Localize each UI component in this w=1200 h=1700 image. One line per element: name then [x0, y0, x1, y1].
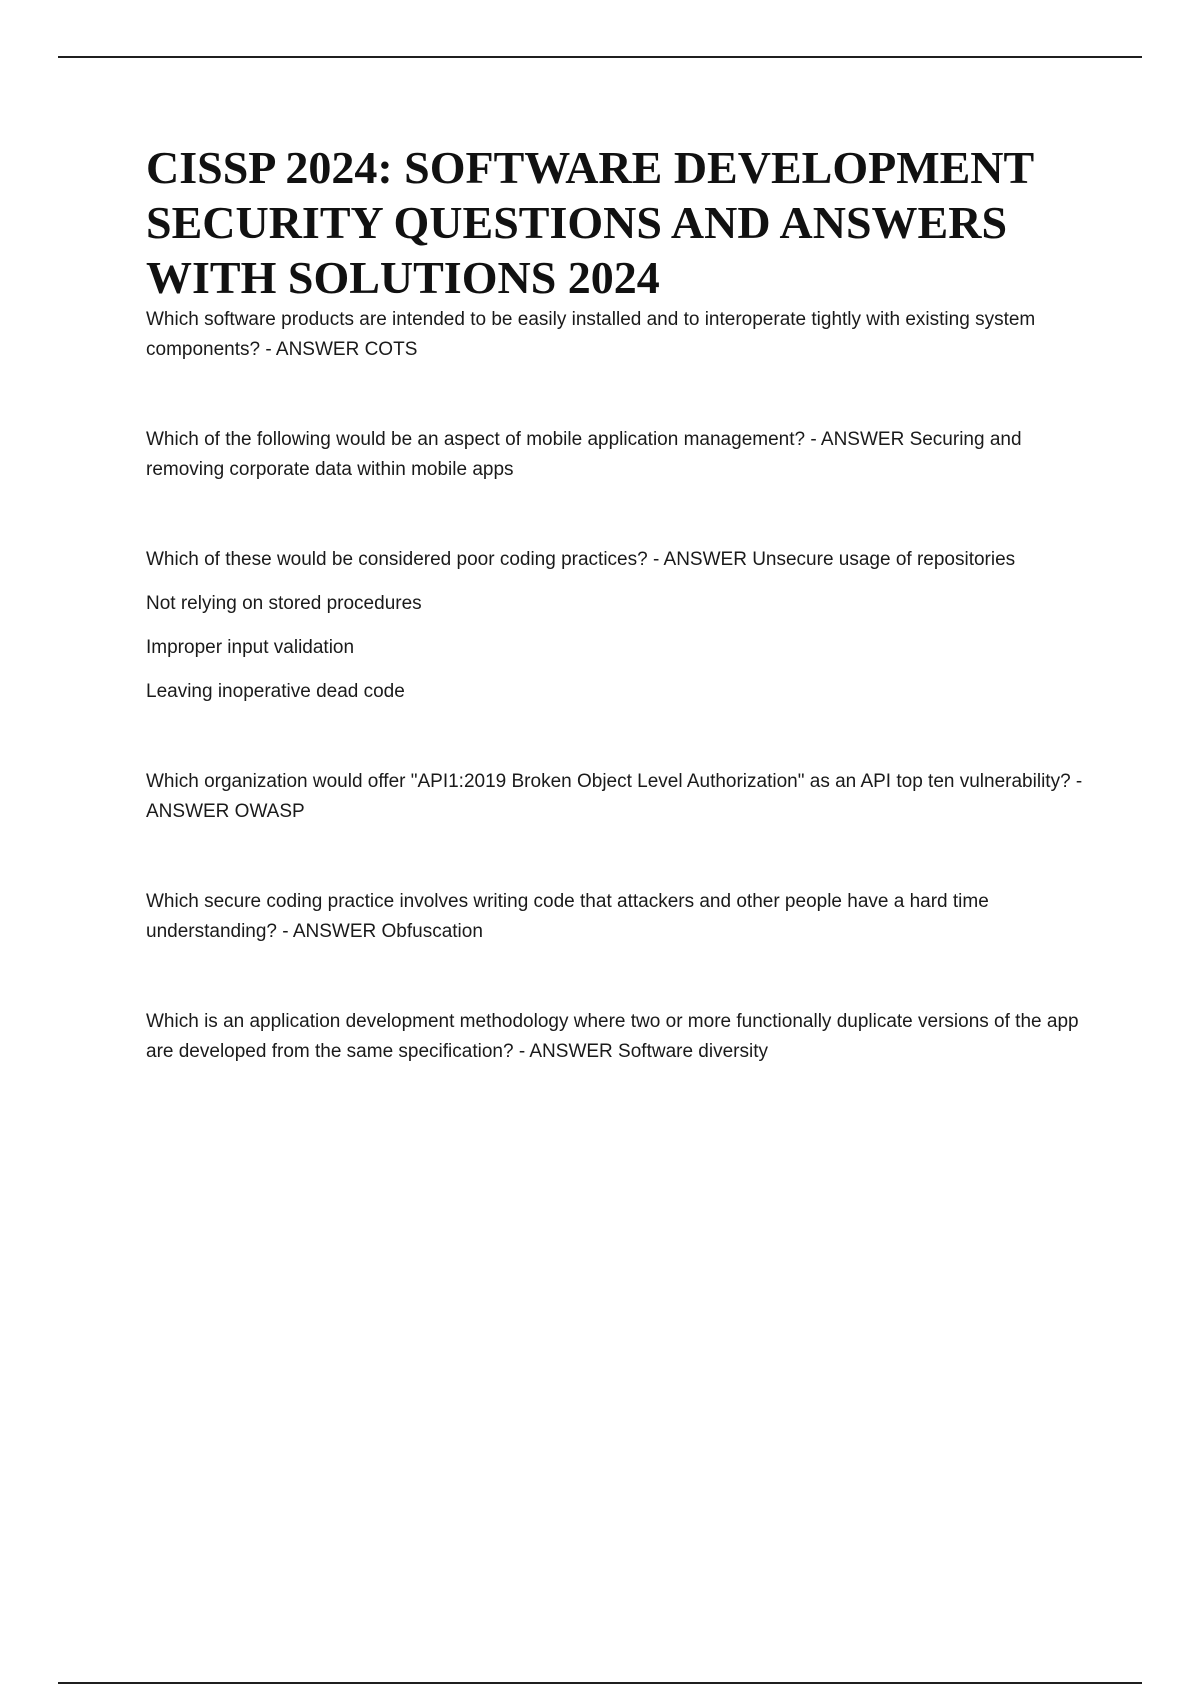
qa-item-3-extra-2: Improper input validation [146, 637, 355, 658]
spacer [146, 947, 1096, 1007]
qa-item-5: Which secure coding practice involves writing code that attackers and other people have a hard time understanding? - ANSWER Obfuscation [146, 891, 989, 942]
qa-item-3-extra-3: Leaving inoperative dead code [146, 681, 405, 702]
spacer [146, 707, 1096, 767]
qa-item-3: Which of these would be considered poor coding practices? - ANSWER Unsecure usage of repositories [146, 549, 1016, 570]
document-body [146, 140, 1096, 1067]
qa-item-1: Which software products are intended to be easily installed and to interoperate tightly with existing system components? - ANSWER COTS [146, 309, 1036, 360]
qa-item-2: Which of the following would be an aspect of mobile application management? - ANSWER Securing and removing corporate data within mobile apps [146, 429, 1022, 480]
spacer [146, 827, 1096, 887]
spacer [146, 485, 1096, 545]
qa-item-3-extra-1: Not relying on stored procedures [146, 593, 422, 614]
qa-item-4: Which organization would offer "API1:2019 Broken Object Level Authorization" as an API top ten vulnerability? - ANSWER OWASP [146, 771, 1083, 822]
document-title: CISSP 2024: SOFTWARE DEVELOPMENT SECURITY QUESTIONS AND ANSWERS WITH SOLUTIONS 2024 [146, 142, 1034, 303]
header-rule [58, 56, 1142, 58]
footer-rule [58, 1682, 1142, 1684]
qa-item-6: Which is an application development methodology where two or more functionally duplicate versions of the app are developed from the same specification? - ANSWER Software diversity [146, 1011, 1079, 1062]
spacer [146, 365, 1096, 425]
